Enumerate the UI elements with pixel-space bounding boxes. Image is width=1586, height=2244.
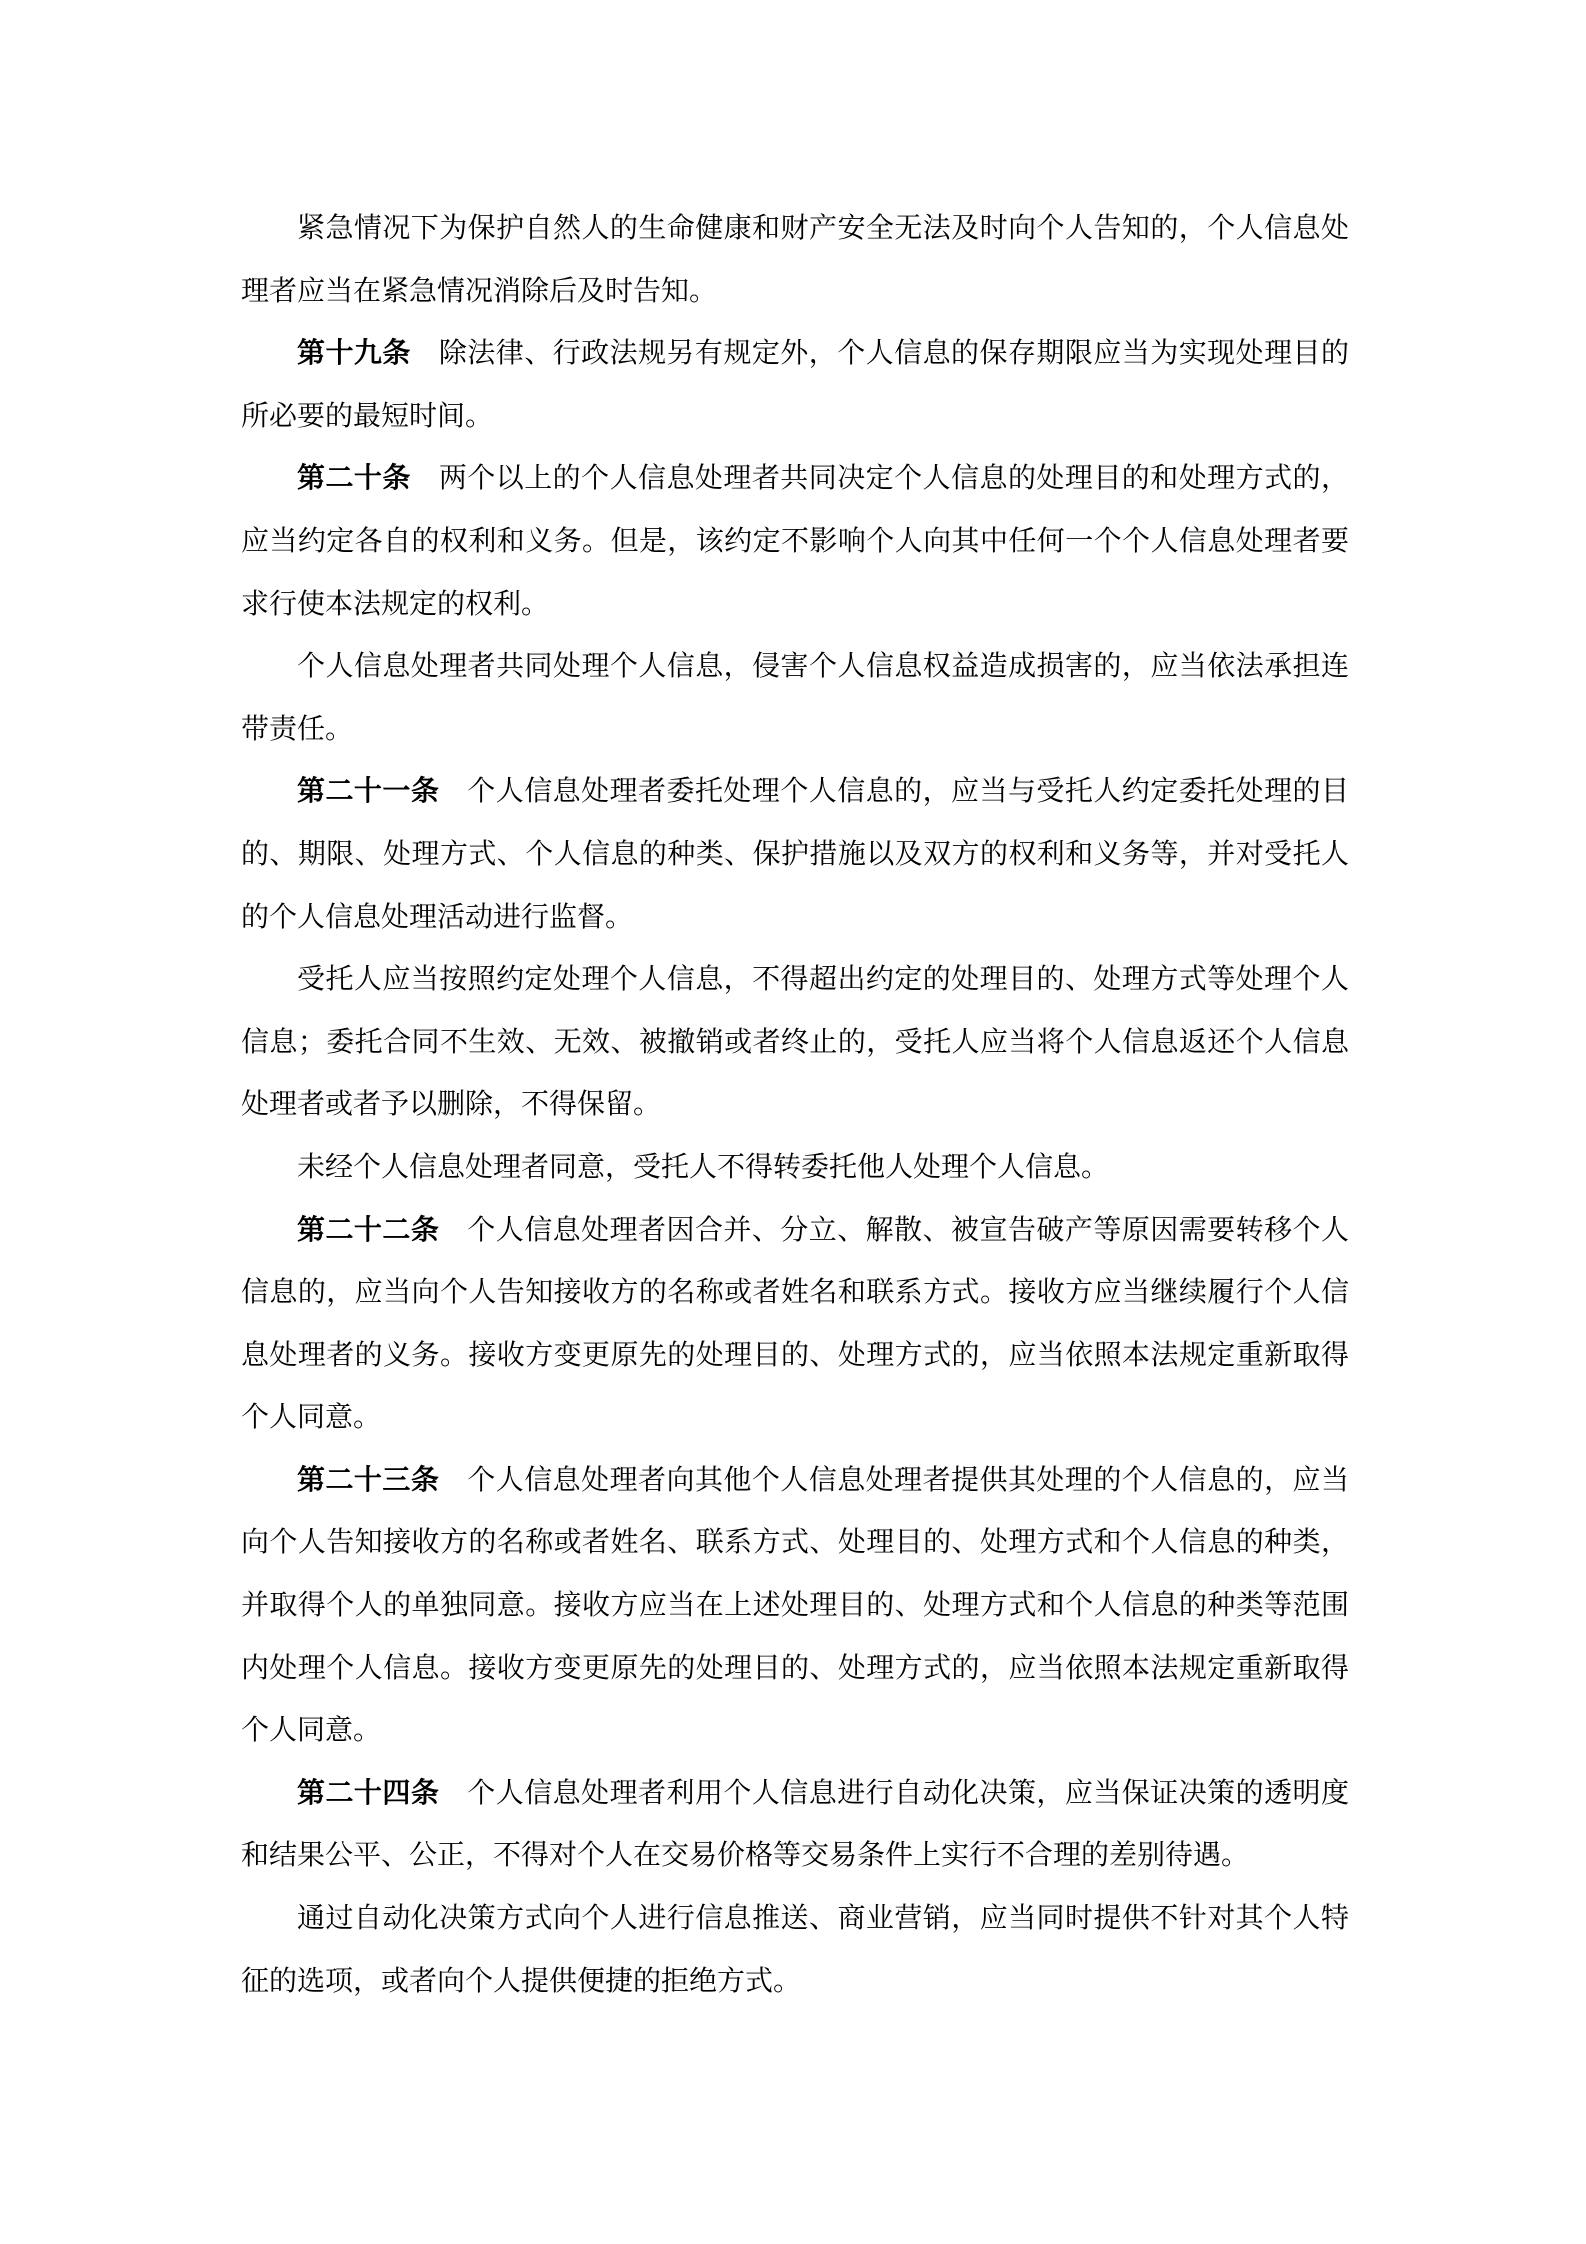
line-text: 紧急情况下为保护自然人的生命健康和财产安全无法及时向个人告知的，个人信息处 <box>297 211 1349 244</box>
line-text: 个人信息处理者因合并、分立、解散、被宣告破产等原因需要转移个人 <box>467 1212 1349 1246</box>
line-text: 理者应当在紧急情况消除后及时告知。 <box>241 273 718 307</box>
article-paragraph <box>241 447 1349 635</box>
article-heading: 第二十三条 <box>297 1462 440 1496</box>
paragraph <box>241 1887 1349 2012</box>
text-line <box>241 1699 1349 1762</box>
line-text: 带责任。 <box>241 711 354 745</box>
text-line <box>241 1261 1349 1324</box>
text-line <box>241 447 1349 510</box>
text-line <box>241 1011 1349 1074</box>
paragraph <box>241 635 1349 760</box>
article-heading: 第二十一条 <box>297 774 440 808</box>
text-line <box>241 823 1349 886</box>
text-line <box>241 760 1349 823</box>
line-text: 并取得个人的单独同意。接收方应当在上述处理目的、处理方式和个人信息的种类等范围 <box>241 1588 1349 1622</box>
article-paragraph <box>241 322 1349 447</box>
text-line <box>241 1762 1349 1825</box>
line-text: 的个人信息处理活动进行监督。 <box>241 899 634 933</box>
text-line <box>241 1324 1349 1387</box>
text-line <box>241 260 1349 323</box>
text-line <box>241 573 1349 636</box>
document-page <box>241 197 1349 2012</box>
text-line <box>241 385 1349 448</box>
line-text: 所必要的最短时间。 <box>241 398 494 432</box>
text-line <box>241 1574 1349 1637</box>
line-text: 两个以上的个人信息处理者共同决定个人信息的处理目的和处理方式的， <box>438 461 1349 495</box>
line-text: 和结果公平、公正，不得对个人在交易价格等交易条件上实行不合理的差别待遇。 <box>241 1838 1250 1872</box>
article-paragraph <box>241 1762 1349 1887</box>
text-line <box>241 1887 1349 1950</box>
text-line <box>241 635 1349 698</box>
line-text: 受托人应当按照约定处理个人信息，不得超出约定的处理目的、处理方式等处理个人 <box>297 962 1349 996</box>
paragraph <box>241 197 1349 322</box>
line-text: 内处理个人信息。接收方变更原先的处理目的、处理方式的，应当依照本法规定重新取得 <box>241 1650 1349 1684</box>
text-line <box>241 1950 1349 2013</box>
article-heading: 第二十条 <box>297 461 411 495</box>
text-line <box>241 197 1349 260</box>
line-text: 向个人告知接收方的名称或者姓名、联系方式、处理目的、处理方式和个人信息的种类， <box>241 1525 1349 1559</box>
article-paragraph <box>241 760 1349 948</box>
line-text: 未经个人信息处理者同意，受托人不得转委托他人处理个人信息。 <box>297 1149 1110 1183</box>
text-line <box>241 1136 1349 1199</box>
text-line <box>241 1449 1349 1512</box>
text-line <box>241 1511 1349 1574</box>
paragraph <box>241 1136 1349 1199</box>
text-line <box>241 948 1349 1011</box>
line-text: 信息的，应当向个人告知接收方的名称或者姓名和联系方式。接收方应当继续履行个人信 <box>241 1275 1349 1309</box>
line-text: 求行使本法规定的权利。 <box>241 586 550 620</box>
line-text: 的、期限、处理方式、个人信息的种类、保护措施以及双方的权利和义务等，并对受托人 <box>241 836 1349 870</box>
line-text: 征的选项，或者向个人提供便捷的拒绝方式。 <box>241 1963 802 1997</box>
text-line <box>241 1073 1349 1136</box>
line-text: 除法律、行政法规另有规定外，个人信息的保存期限应当为实现处理目的 <box>438 336 1349 370</box>
text-line <box>241 1386 1349 1449</box>
line-text: 个人信息处理者共同处理个人信息，侵害个人信息权益造成损害的，应当依法承担连 <box>297 649 1349 683</box>
line-text: 息处理者的义务。接收方变更原先的处理目的、处理方式的，应当依照本法规定重新取得 <box>241 1337 1349 1371</box>
line-text: 通过自动化决策方式向个人进行信息推送、商业营销，应当同时提供不针对其个人特 <box>297 1901 1349 1935</box>
text-line <box>241 698 1349 761</box>
text-line <box>241 1637 1349 1700</box>
text-line <box>241 1199 1349 1262</box>
text-line <box>241 1824 1349 1887</box>
article-heading: 第十九条 <box>297 336 411 370</box>
article-heading: 第二十四条 <box>297 1775 440 1809</box>
line-text: 个人信息处理者向其他个人信息处理者提供其处理的个人信息的，应当 <box>467 1462 1349 1496</box>
line-text: 应当约定各自的权利和义务。但是，该约定不影响个人向其中任何一个个人信息处理者要 <box>241 523 1349 557</box>
line-text: 信息；委托合同不生效、无效、被撤销或者终止的，受托人应当将个人信息返还个人信息 <box>241 1024 1349 1058</box>
paragraph <box>241 948 1349 1136</box>
article-paragraph <box>241 1449 1349 1762</box>
line-text: 个人信息处理者委托处理个人信息的，应当与受托人约定委托处理的目 <box>467 774 1349 808</box>
line-text: 处理者或者予以删除，不得保留。 <box>241 1087 662 1121</box>
line-text: 个人同意。 <box>241 1713 382 1747</box>
text-line <box>241 886 1349 949</box>
article-paragraph <box>241 1199 1349 1449</box>
text-line <box>241 510 1349 573</box>
article-heading: 第二十二条 <box>297 1212 440 1246</box>
line-text: 个人同意。 <box>241 1400 382 1434</box>
line-text: 个人信息处理者利用个人信息进行自动化决策，应当保证决策的透明度 <box>467 1775 1349 1809</box>
text-line <box>241 322 1349 385</box>
